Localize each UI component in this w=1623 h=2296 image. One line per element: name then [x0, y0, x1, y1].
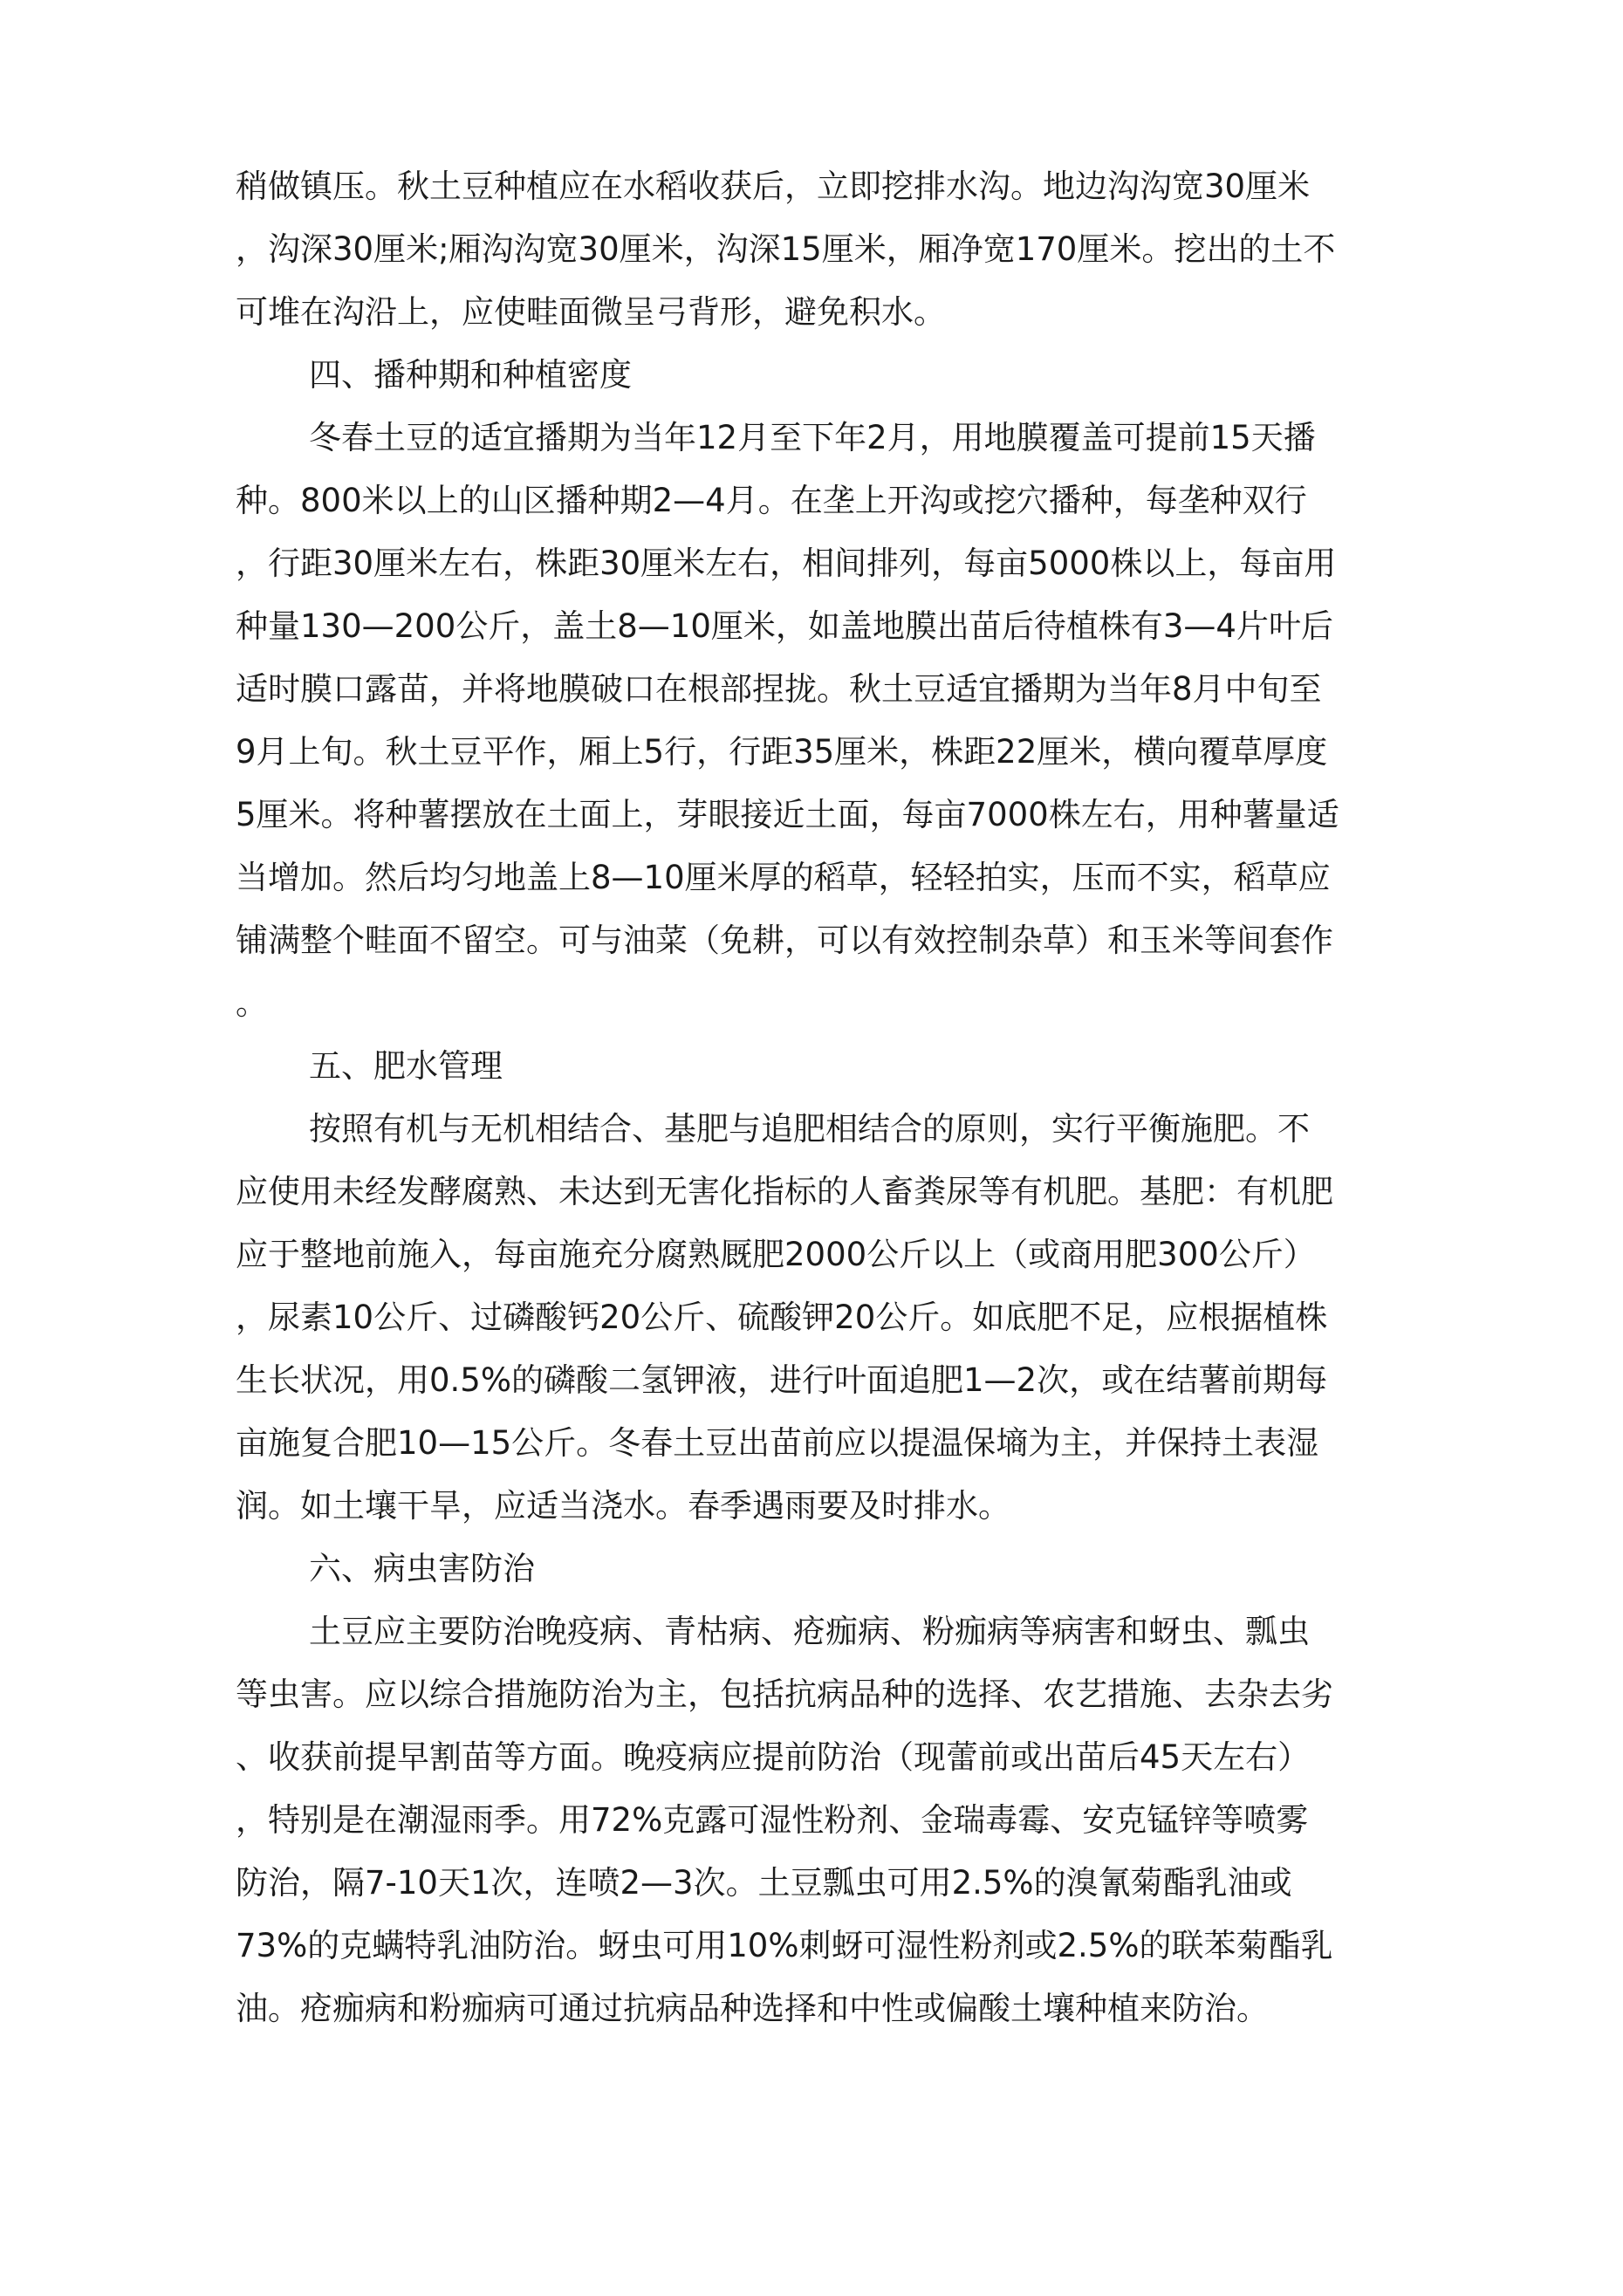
paragraph-first-line: 土豆应主要防治晚疫病、青枯病、疮痂病、粉痂病等病害和蚜虫、瓢虫	[309, 1613, 1310, 1650]
text-line: 5厘米。将种薯摆放在土面上，芽眼接近土面，每亩7000株左右，用种薯量适	[236, 796, 1339, 833]
text-line: 种量130—200公斤，盖土8—10厘米，如盖地膜出苗后待植株有3—4片叶后	[236, 607, 1333, 645]
text-line: 、收获前提早割苗等方面。晚疫病应提前防治（现蕾前或出苗后45天左右）	[236, 1738, 1311, 1776]
text-line: 种。800米以上的山区播种期2—4月。在垄上开沟或挖穴播种，每垄种双行	[236, 482, 1307, 519]
text-line: 防治，隔7-10天1次，连喷2—3次。土豆瓢虫可用2.5%的溴氰菊酯乳油或	[236, 1864, 1292, 1902]
text-line: 等虫害。应以综合措施防治为主，包括抗病品种的选择、农艺措施、去杂去劣	[236, 1676, 1333, 1713]
text-line: 当增加。然后均匀地盖上8—10厘米厚的稻草，轻轻拍实，压而不实，稻草应	[236, 859, 1331, 896]
text-line: ，沟深30厘米;厢沟沟宽30厘米，沟深15厘米，厢净宽170厘米。挖出的土不	[236, 230, 1336, 268]
text-line: 稍做镇压。秋土豆种植应在水稻收获后，立即挖排水沟。地边沟沟宽30厘米	[236, 168, 1311, 205]
section-heading-fertilizer: 五、肥水管理	[309, 1047, 503, 1085]
section-heading-pest-control: 六、病虫害防治	[309, 1550, 535, 1587]
text-line: 可堆在沟沿上，应使畦面微呈弓背形，避免积水。	[236, 293, 946, 331]
text-line: 适时膜口露苗，并将地膜破口在根部捏拢。秋土豆适宜播期为当年8月中旬至	[236, 670, 1322, 708]
text-line: 。	[236, 984, 268, 1022]
text-line: 73%的克螨特乳油防治。蚜虫可用10%刺蚜可湿性粉剂或2.5%的联苯菊酯乳	[236, 1927, 1333, 1964]
text-line: 润。如土壤干旱，应适当浇水。春季遇雨要及时排水。	[236, 1487, 1010, 1525]
text-line: 应使用未经发酵腐熟、未达到无害化指标的人畜粪尿等有机肥。基肥：有机肥	[236, 1173, 1333, 1210]
text-line: ，行距30厘米左右，株距30厘米左右，相间排列，每亩5000株以上，每亩用	[236, 545, 1337, 582]
paragraph-first-line: 按照有机与无机相结合、基肥与追肥相结合的原则，实行平衡施肥。不	[309, 1110, 1310, 1148]
text-line: 9月上旬。秋土豆平作，厢上5行，行距35厘米，株距22厘米，横向覆草厚度	[236, 733, 1328, 771]
text-line: ，特别是在潮湿雨季。用72%克露可湿性粉剂、金瑞毒霉、安克锰锌等喷雾	[236, 1801, 1309, 1839]
paragraph-first-line: 冬春土豆的适宜播期为当年12月至下年2月，用地膜覆盖可提前15天播	[309, 419, 1316, 456]
text-line: 生长状况，用0.5%的磷酸二氢钾液，进行叶面追肥1—2次，或在结薯前期每	[236, 1361, 1328, 1399]
text-line: 油。疮痂病和粉痂病可通过抗病品种选择和中性或偏酸土壤种植来防治。	[236, 1990, 1269, 2027]
text-line: 亩施复合肥10—15公斤。冬春土豆出苗前应以提温保墒为主，并保持土表湿	[236, 1424, 1319, 1462]
text-line: 应于整地前施入，每亩施充分腐熟厩肥2000公斤以上（或商用肥300公斤）	[236, 1236, 1316, 1273]
text-line: ，尿素10公斤、过磷酸钙20公斤、硫酸钾20公斤。如底肥不足，应根据植株	[236, 1299, 1328, 1336]
section-heading-sowing: 四、播种期和种植密度	[309, 356, 632, 394]
text-line: 铺满整个畦面不留空。可与油菜（免耕，可以有效控制杂草）和玉米等间套作	[236, 922, 1333, 959]
